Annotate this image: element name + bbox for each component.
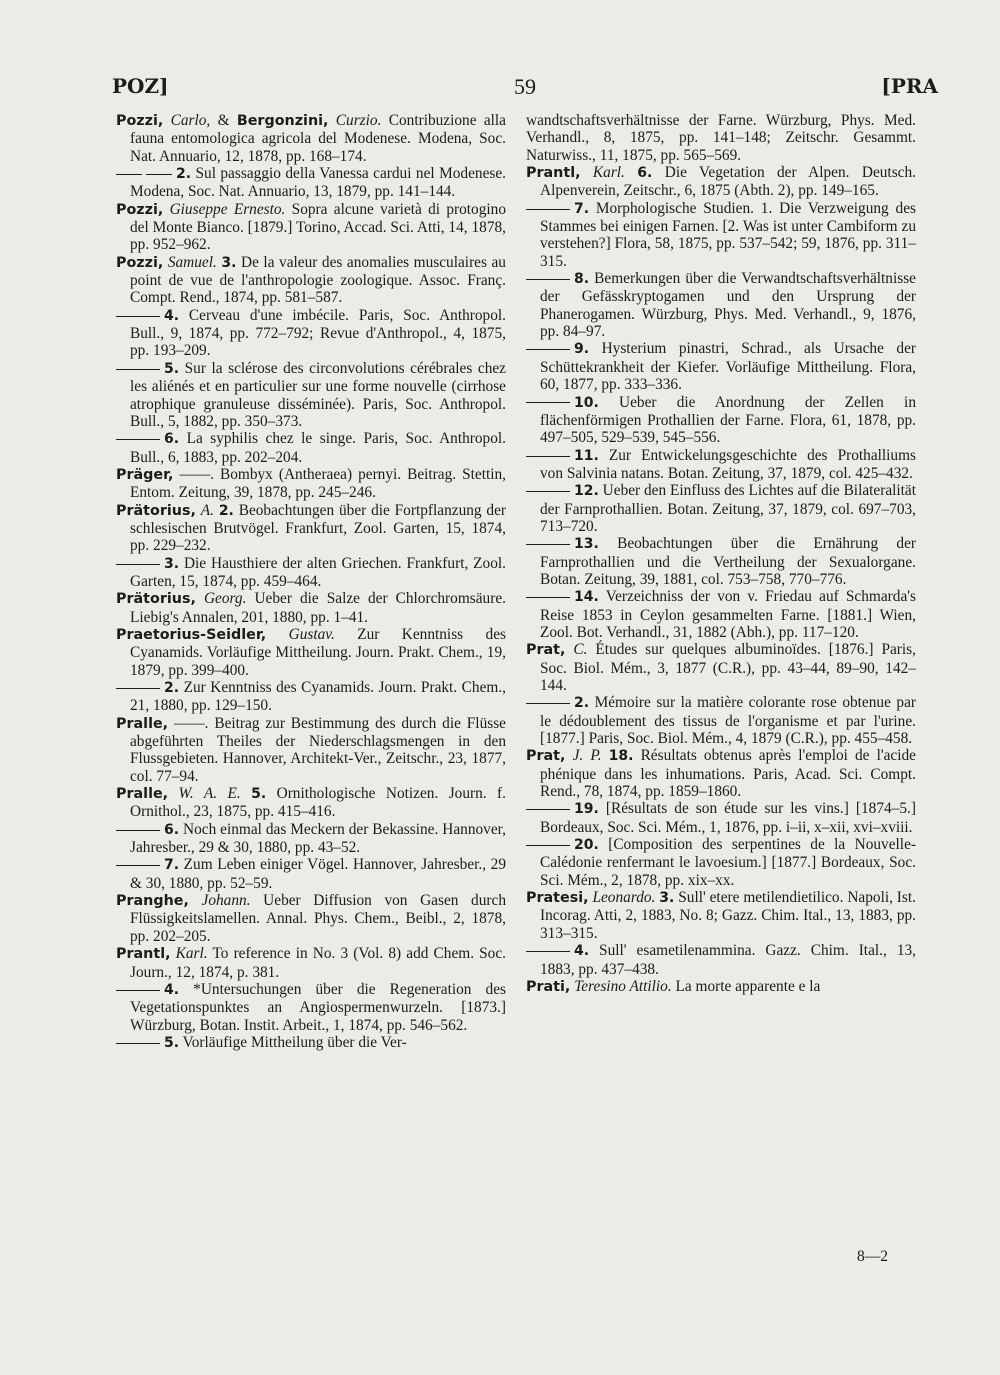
ditto-dash <box>526 402 570 403</box>
author-forename: Gustav. <box>288 625 335 643</box>
page-footer-signature: 8—2 <box>857 1248 888 1265</box>
page-number: 59 <box>514 74 536 99</box>
ditto-dash <box>116 990 160 991</box>
ditto-dash <box>526 809 570 810</box>
entry-text: Zur Entwickelungsgeschichte des Prothalliums von Salvinia natans. Botan. Zeitung, 37, 1879, col. 425–432. <box>540 446 916 482</box>
bibliography-entry <box>116 112 506 165</box>
entry-number: 5. <box>251 786 267 803</box>
bibliography-entry <box>526 164 916 200</box>
entry-continuation <box>116 981 506 1034</box>
entry-text: Ornithologische Notizen. Journ. f. Ornithol., 23, 1875, pp. 415–416. <box>130 785 507 821</box>
entry-text: Sur la sclérose des circonvolutions cérébrales chez les aliénés et en particulier sur une forme nouvelle (cirrhose atrophique granuleuse disséminée). Paris, Soc. Anthropol. Bull., 5, 1882, pp. 350–373. <box>130 359 506 430</box>
entry-text: Die Vegetation der Alpen. Deutsch. Alpenverein, Zeitschr., 6, 1875 (Abth. 2), pp. 149–165. <box>540 164 916 200</box>
entry-text: Sul passaggio della Vanessa cardui nel Modenese. Modena, Soc. Nat. Annuario, 13, 1879, pp. 141–144. <box>130 165 506 201</box>
ditto-dash <box>526 544 570 545</box>
author-forename: W. A. E. <box>178 785 241 803</box>
entry-number: 3. <box>659 890 675 907</box>
entry-continuation <box>116 856 506 892</box>
entry-continuation <box>116 430 506 466</box>
author-surname: Pranghe, <box>116 893 189 910</box>
ditto-dash <box>526 209 570 210</box>
author-forename: Curzio. <box>335 112 382 129</box>
entry-continuation <box>526 694 916 747</box>
entry-text: Zur Kenntniss des Cyanamids. Vorläufige Mittheilung. Journ. Prakt. Chem., 19, 1879, pp. 399–400. <box>130 625 506 679</box>
entry-number: 8. <box>574 271 590 288</box>
entry-number: 6. <box>164 431 180 448</box>
entry-text: Noch einmal das Meckern der Bekassine. Hannover, Jahresber., 29 & 30, 1880, pp. 43–52. <box>130 820 506 857</box>
entry-continuation <box>116 679 506 715</box>
author-surname: Pozzi, <box>116 254 164 271</box>
bibliography-entry <box>116 626 506 679</box>
author-surname: Pratesi, <box>526 890 589 907</box>
author-forename: Carlo, <box>170 112 211 129</box>
author-forename: Leonardo. <box>592 889 656 907</box>
entry-text: Études sur quelques albuminoïdes. [1876.] Paris, Soc. Biol. Mém., 3, 1877 (C.R.), pp. 43–44, 89–90, 142–144. <box>540 641 916 694</box>
bibliography-entry <box>116 201 506 254</box>
entry-text: Beobachtungen über die Fortpflanzung der schlesischen Brutvögel. Frankfurt, Zool. Garten, 15, 1874, pp. 229–232. <box>130 501 507 555</box>
entry-text: ——. Beitrag zur Bestimmung des durch die Flüsse abgeführten Theiles der Niederschlagsmengen in den Flussgebieten. Hannover, Architekt-Ver., Zeitschr., 23, 1877, col. 77–94. <box>130 714 506 785</box>
entry-continuation <box>526 447 916 483</box>
entry-number: 3. <box>221 254 237 271</box>
ditto-dash <box>526 597 570 598</box>
header-right-range: [PRA <box>881 74 938 98</box>
entry-number: 20. <box>574 837 599 854</box>
bibliography-entry <box>526 112 916 164</box>
ditto-dash <box>116 439 160 440</box>
entry-number: 4. <box>574 943 590 960</box>
ditto-dash <box>146 174 172 175</box>
author-surname: Praetorius-Seidler, <box>116 626 267 643</box>
author-forename: Karl. <box>175 945 208 963</box>
entry-text: Die Hausthiere der alten Griechen. Frankfurt, Zool. Garten, 15, 1874, pp. 459–464. <box>130 554 506 590</box>
entry-continuation <box>116 555 506 591</box>
header-left-range: POZ] <box>112 74 169 98</box>
entry-text: *Untersuchungen über die Regeneration des Vegetationspunktes an Angiospermenwurzeln. [1873.] Würzburg, Botan. Instit. Arbeit., 1, 1874, pp. 546–562. <box>130 980 506 1034</box>
entry-number: 5. <box>164 1034 180 1051</box>
entry-text: Ueber die Anordnung der Zellen in flächenförmigen Prothallien der Farne. Flora, 61, 1878, pp. 497–505, 529–539, 545–556. <box>540 393 916 447</box>
entry-text: Vorläufige Mittheilung über die Ver- <box>179 1033 407 1051</box>
ditto-dash <box>116 369 160 370</box>
ditto-dash <box>116 174 142 175</box>
entry-number: 13. <box>574 536 599 553</box>
right-column <box>526 112 916 996</box>
entry-number: 2. <box>176 166 192 183</box>
entry-text: Ueber die Salze der Chlorchromsäure. Liebig's Annalen, 201, 1880, pp. 1–41. <box>130 590 506 626</box>
author-forename: J. P. <box>572 747 602 765</box>
entry-text: La morte apparente e la <box>671 977 821 995</box>
entry-number: 2. <box>218 502 234 519</box>
bibliography-entry <box>526 747 916 800</box>
entry-text: Ueber Diffusion von Gasen durch Flüssigkeitslamellen. Annal. Phys. Chem., Beibl., 2, 1878, pp. 202–205. <box>130 892 506 945</box>
entry-continuation <box>526 200 916 270</box>
author-surname: Prat, <box>526 748 566 765</box>
entry-number: 4. <box>164 981 180 998</box>
ditto-dash <box>526 951 570 952</box>
bibliography-entry <box>526 978 916 996</box>
bibliography-entry <box>526 641 916 694</box>
entry-number: 6. <box>164 821 180 838</box>
bibliography-entry <box>116 466 506 502</box>
author-forename: Teresino Attilio. <box>574 977 672 995</box>
entry-text: Sull' esametilenammina. Gazz. Chim. Ital., 13, 1883, pp. 437–438. <box>540 942 916 978</box>
entry-text: ——. Bombyx (Antheraea) pernyi. Beitrag. Stettin, Entom. Zeitung, 39, 1878, pp. 245–246. <box>130 465 506 502</box>
entry-continuation <box>116 1034 506 1052</box>
entry-continuation <box>116 360 506 430</box>
entry-number: 9. <box>574 341 590 358</box>
entry-text: Morphologische Studien. 1. Die Verzweigung des Stammes bei einigen Farnen. [2. Was ist unter Cambiform zu verstehen?] Flora, 58, 1875, pp. 537–542; 59, 1876, pp. 311–315. <box>540 199 916 270</box>
ditto-dash <box>116 564 160 565</box>
entry-text: Mémoire sur la matière colorante rose obtenue par le dédoublement des tissus de l'organisme et par l'urine. [1877.] Paris, Soc. Biol. Mém., 4, 1879 (C.R.), pp. 455–458. <box>540 694 916 748</box>
author-surname: Pozzi, <box>116 113 164 129</box>
entry-text: Sull' etere metilendietilico. Napoli, Ist. Incorag. Atti, 2, 1883, No. 8; Gazz. Chim. Ital., 13, 1883, pp. 313–315. <box>540 889 916 942</box>
ditto-dash <box>526 703 570 704</box>
entry-number: 4. <box>164 307 180 324</box>
entry-text: To reference in No. 3 (Vol. 8) add Chem. Soc. Journ., 12, 1874, p. 381. <box>130 945 506 981</box>
bibliography-entry <box>116 715 506 785</box>
entry-text: wandtschaftsverhältnisse der Farne. Würzburg, Phys. Med. Verhandl., 8, 1875, pp. 141–148; Zeitschr. Gesammt. Naturwiss., 11, 1875, pp. 565–569. <box>526 112 916 164</box>
author-forename: C. <box>573 641 588 659</box>
bibliography-entry <box>116 785 506 821</box>
author-surname: Pralle, <box>116 786 169 803</box>
entry-text: Cerveau d'une imbécile. Paris, Soc. Anthropol. Bull., 9, 1874, pp. 772–792; Revue d'Anthropol., 4, 1875, pp. 193–209. <box>130 306 506 360</box>
entry-continuation <box>116 307 506 360</box>
bibliography-entry <box>526 889 916 942</box>
left-column <box>116 112 506 1052</box>
author-surname: Prätorius, <box>116 502 196 519</box>
entry-text: Verzeichniss der von v. Friedau auf Schmarda's Reise 1853 in Ceylon gesammelten Farne. [1881.] Wien, Zool. Bot. Verhandl., 31, 1882 (Abh.), pp. 117–120. <box>540 588 916 641</box>
ditto-dash <box>526 349 570 350</box>
entry-text: Hysterium pinastri, Schrad., als Ursache der Schüttekrankheit der Kiefer. Vorläufige Mittheilung. Flora, 60, 1877, pp. 333–336. <box>540 340 916 394</box>
entry-continuation <box>526 394 916 447</box>
entry-number: 11. <box>574 447 599 464</box>
page-header <box>112 74 938 108</box>
entry-number: 19. <box>574 801 599 818</box>
ditto-dash <box>116 830 160 831</box>
entry-text: Bemerkungen über die Verwandtschaftsverhältnisse der Gefässkryptogamen und den Ursprung der Phanerogamen. Würzburg, Phys. Med. Verhandl., 9, 1876, pp. 84–97. <box>540 270 916 341</box>
entry-continuation <box>526 535 916 588</box>
entry-text: [Résultats de son étude sur les vins.] [1874–5.] Bordeaux, Soc. Sci. Mém., 1, 1876, pp. i–ii, x–xii, xvi–xviii. <box>540 800 916 836</box>
ditto-dash <box>116 688 160 689</box>
ditto-dash <box>116 316 160 317</box>
entry-continuation <box>526 800 916 836</box>
entry-text: Beobachtungen über die Ernährung der Farnprothallien und die Vertheilung der Sexualorgane. Botan. Zeitung, 39, 1881, col. 753–758, 770–776. <box>540 535 916 588</box>
entry-text: Sopra alcune varietà di protogino del Monte Bianco. [1879.] Torino, Accad. Sci. Atti, 14, 1878, pp. 952–962. <box>130 200 506 254</box>
author-surname: Bergonzini, <box>236 113 329 129</box>
bibliography-entry <box>116 502 506 555</box>
author-forename: A. <box>200 501 214 519</box>
author-surname: Pralle, <box>116 715 169 732</box>
entry-text: La syphilis chez le singe. Paris, Soc. Anthropol. Bull., 6, 1883, pp. 202–204. <box>130 430 506 466</box>
entry-number: 2. <box>574 695 590 712</box>
entry-continuation <box>526 340 916 393</box>
ditto-dash <box>526 491 570 492</box>
entry-number: 3. <box>164 555 180 572</box>
entry-text: Contribuzione alla fauna entomologica agricola del Modenese. Modena, Soc. Nat. Annuario, 12, 1878, pp. 168–174. <box>130 112 506 165</box>
entry-number: 18. <box>608 748 634 765</box>
author-forename: Johann. <box>201 892 251 910</box>
author-forename: Georg. <box>203 590 247 608</box>
entry-continuation <box>526 836 916 889</box>
entry-continuation <box>116 821 506 857</box>
ditto-dash <box>116 1043 160 1044</box>
bibliography-entry <box>116 590 506 626</box>
author-surname: Prätorius, <box>116 591 196 608</box>
entry-number: 7. <box>164 857 180 874</box>
bibliography-entry <box>116 892 506 945</box>
author-surname: Prat, <box>526 642 566 659</box>
entry-text: Résultats obtenus après l'emploi de l'acide phénique dans les inhumations. Paris, Acad. Sci. Compt. Rend., 78, 1874, pp. 1859–1860. <box>540 747 916 801</box>
author-surname: Präger, <box>116 466 174 483</box>
entry-number: 6. <box>637 165 653 182</box>
entry-number: 14. <box>574 589 599 606</box>
ditto-dash <box>116 865 160 866</box>
entry-text: Zur Kenntniss des Cyanamids. Journ. Prakt. Chem., 21, 1880, pp. 129–150. <box>130 679 506 715</box>
author-surname: Prati, <box>526 978 571 995</box>
entry-continuation <box>526 270 916 340</box>
entry-joiner: & <box>210 112 237 129</box>
author-forename: Samuel. <box>167 253 217 271</box>
author-surname: Prantl, <box>526 165 581 182</box>
entry-continuation <box>526 588 916 641</box>
ditto-dash <box>526 279 570 280</box>
author-forename: Karl. <box>592 164 625 182</box>
entry-text: De la valeur des anomalies musculaires au point de vue de l'anthropologie zoologique. Assoc. Franç. Compt. Rend., 1874, pp. 581–587. <box>130 253 506 307</box>
entry-number: 5. <box>164 360 180 377</box>
entry-number: 10. <box>574 394 599 411</box>
entry-number: 7. <box>574 200 590 217</box>
ditto-dash <box>526 456 570 457</box>
entry-continuation <box>526 942 916 978</box>
entry-number: 2. <box>164 680 180 696</box>
author-surname: Prantl, <box>116 946 171 963</box>
ditto-dash <box>526 845 570 846</box>
entry-continuation <box>116 165 506 201</box>
entry-continuation <box>526 482 916 535</box>
entry-text: Ueber den Einfluss des Lichtes auf die Bilateralität der Farnprothallien. Botan. Zeitung, 37, 1879, col. 697–703, 713–720. <box>540 482 916 535</box>
entry-text: [Composition des serpentines de la Nouvelle-Calédonie renfermant le lavoesium.] [1877.] Bordeaux, Soc. Sci. Mém., 2, 1878, pp. xix–xx. <box>540 836 916 889</box>
bibliography-entry <box>116 254 506 307</box>
bibliography-entry <box>116 945 506 981</box>
entry-number: 12. <box>574 483 599 500</box>
author-surname: Pozzi, <box>116 201 164 218</box>
entry-text: Zum Leben einiger Vögel. Hannover, Jahresber., 29 & 30, 1880, pp. 52–59. <box>130 856 506 892</box>
author-forename: Giuseppe Ernesto. <box>169 200 286 218</box>
